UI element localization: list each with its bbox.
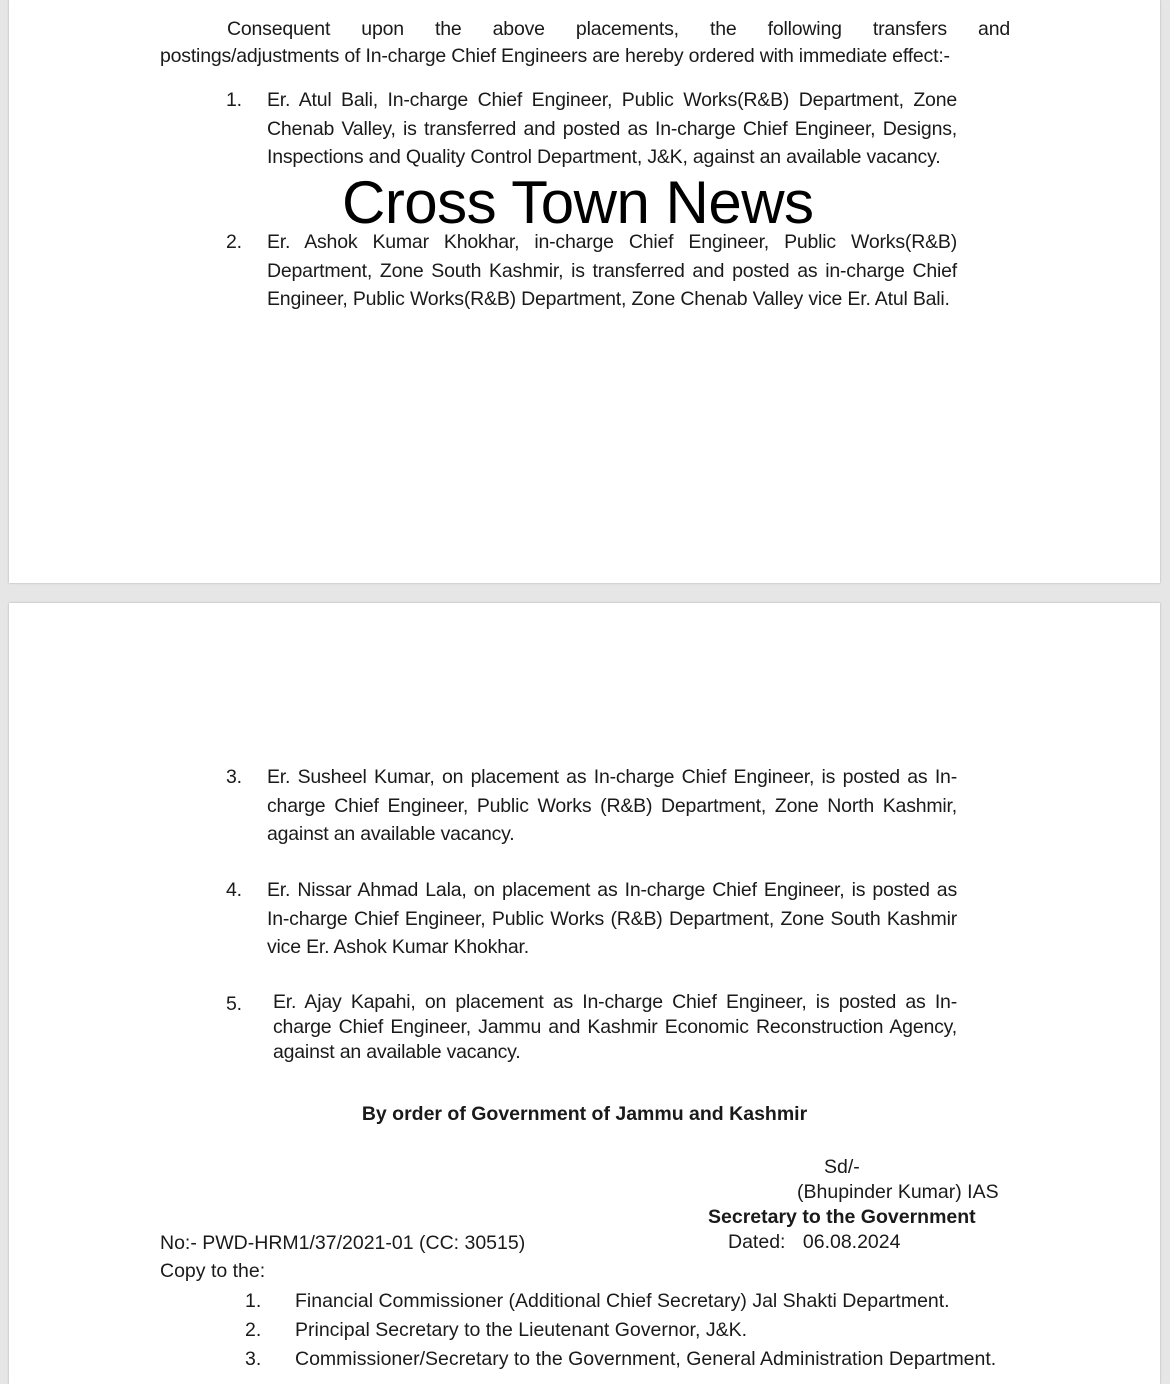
order-item-text: Er. Nissar Ahmad Lala, on placement as In-charge Chief Engineer, is posted as In-charge Chief Engineer, Public Works (R&B) Department, Zone South Kashmir vice Er. Ashok Kumar Khokhar. — [267, 879, 957, 959]
copy-item-number: 3. — [245, 1348, 262, 1370]
intro-line-2: postings/adjustments of In-charge Chief Engineers are hereby ordered with immediate effect:- — [160, 45, 950, 67]
order-item-5 — [226, 990, 957, 1065]
order-item-2 — [226, 228, 957, 314]
order-item-text: Er. Atul Bali, In-charge Chief Engineer, Public Works(R&B) Department, Zone Chenab Valley, is transferred and posted as In-charge Chief Engineer, Designs, Inspections and Quality Control Department, J&K, against an available vacancy. — [267, 89, 957, 169]
copy-item-text: Principal Secretary to the Lieutenant Governor, J&K. — [295, 1319, 747, 1341]
watermark-text: Cross Town News — [342, 169, 814, 236]
order-number: No:- PWD-HRM1/37/2021-01 (CC: 30515) — [160, 1232, 526, 1254]
intro-paragraph — [160, 16, 1010, 70]
copy-item-3 — [245, 1345, 1010, 1374]
dated-value: 06.08.2024 — [802, 1231, 901, 1253]
order-item-number: 4. — [226, 879, 242, 901]
order-item-number: 2. — [226, 231, 242, 253]
order-item-number: 5. — [226, 993, 242, 1015]
copy-item-text: Commissioner/Secretary to the Government, General Administration Department. — [295, 1348, 997, 1370]
order-item-text: Er. Susheel Kumar, on placement as In-charge Chief Engineer, is posted as In-charge Chief Engineer, Public Works (R&B) Department, Zone North Kashmir, against an available vacancy. — [267, 766, 957, 846]
order-item-text: Er. Ajay Kapahi, on placement as In-charge Chief Engineer, is posted as In-charge Chief Engineer, Jammu and Kashmir Economic Reconstruction Agency, against an available vacancy. — [273, 991, 957, 1063]
copy-item-text: Financial Commissioner (Additional Chief Secretary) Jal Shakti Department. — [295, 1290, 950, 1312]
document-page-2 — [9, 603, 1160, 1384]
signatory-designation: Secretary to the Government — [708, 1206, 976, 1228]
dated-label: Dated: — [728, 1231, 786, 1253]
copy-item-1 — [245, 1287, 1010, 1316]
intro-line-1: Consequent upon the above placements, the following transfers and — [227, 18, 1010, 40]
order-item-4 — [226, 876, 957, 962]
copy-item-number: 2. — [245, 1319, 262, 1341]
order-item-text: Er. Ashok Kumar Khokhar, in-charge Chief Engineer, Public Works(R&B) Department, Zone South Kashmir, is transferred and posted as in-charge Chief Engineer, Public Works(R&B) Department, Zone Chenab Valley vice Er. Atul Bali. — [267, 231, 957, 311]
copy-item-number: 1. — [245, 1290, 262, 1312]
dated-field — [728, 1230, 900, 1255]
order-item-3 — [226, 763, 957, 849]
order-item-1 — [226, 86, 957, 172]
signatory-name: (Bhupinder Kumar) IAS — [797, 1181, 999, 1203]
copy-item-2 — [245, 1316, 1010, 1345]
order-item-number: 1. — [226, 89, 242, 111]
signature-sd: Sd/- — [824, 1156, 860, 1178]
document-page-1 — [9, 0, 1160, 583]
order-item-number: 3. — [226, 766, 242, 788]
order-authority-line: By order of Government of Jammu and Kashmir — [361, 1103, 808, 1125]
copy-to-heading: Copy to the: — [160, 1260, 266, 1282]
